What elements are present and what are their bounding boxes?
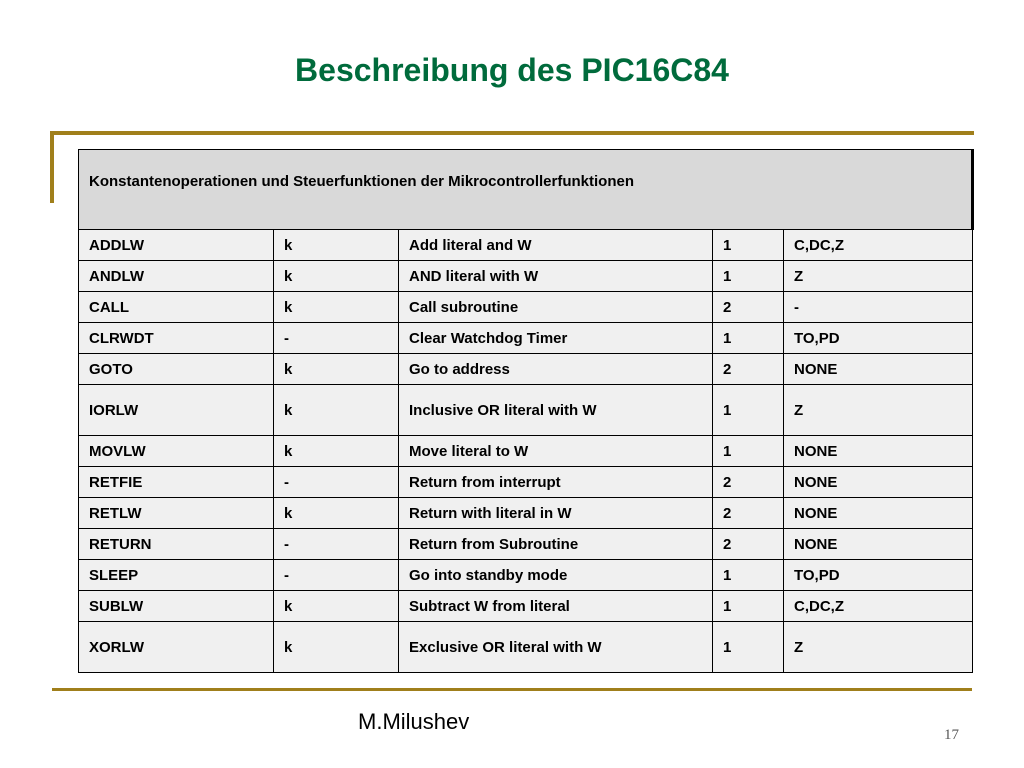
cell-flags: NONE	[784, 436, 973, 467]
cell-mnemonic: RETURN	[79, 529, 274, 560]
cell-cycles: 1	[713, 591, 784, 622]
cell-flags: C,DC,Z	[784, 230, 973, 261]
cell-flags: NONE	[784, 354, 973, 385]
cell-mnemonic: SUBLW	[79, 591, 274, 622]
cell-flags: Z	[784, 385, 973, 436]
cell-description: Call subroutine	[399, 292, 713, 323]
left-divider	[50, 131, 54, 203]
cell-description: Move literal to W	[399, 436, 713, 467]
instruction-table	[78, 149, 974, 673]
cell-operand: k	[274, 498, 399, 529]
table-row	[79, 323, 973, 354]
table-row	[79, 436, 973, 467]
cell-flags: TO,PD	[784, 323, 973, 354]
cell-mnemonic: CALL	[79, 292, 274, 323]
cell-description: Return with literal in W	[399, 498, 713, 529]
cell-description: Inclusive OR literal with W	[399, 385, 713, 436]
table-header-row	[79, 150, 973, 230]
cell-mnemonic: MOVLW	[79, 436, 274, 467]
cell-operand: k	[274, 354, 399, 385]
cell-description: Add literal and W	[399, 230, 713, 261]
cell-mnemonic: IORLW	[79, 385, 274, 436]
cell-flags: NONE	[784, 529, 973, 560]
cell-operand: k	[274, 261, 399, 292]
cell-cycles: 2	[713, 498, 784, 529]
table-row	[79, 467, 973, 498]
cell-operand: k	[274, 622, 399, 673]
instruction-table-body	[79, 150, 973, 673]
cell-description: Clear Watchdog Timer	[399, 323, 713, 354]
cell-cycles: 1	[713, 436, 784, 467]
cell-operand: k	[274, 230, 399, 261]
cell-operand: -	[274, 560, 399, 591]
cell-description: Subtract W from literal	[399, 591, 713, 622]
instruction-table-container	[78, 149, 972, 673]
cell-mnemonic: SLEEP	[79, 560, 274, 591]
cell-flags: NONE	[784, 498, 973, 529]
cell-flags: Z	[784, 622, 973, 673]
cell-mnemonic: ANDLW	[79, 261, 274, 292]
table-row	[79, 230, 973, 261]
cell-operand: k	[274, 591, 399, 622]
cell-cycles: 1	[713, 385, 784, 436]
cell-cycles: 2	[713, 529, 784, 560]
cell-operand: -	[274, 323, 399, 354]
cell-description: Go to address	[399, 354, 713, 385]
cell-cycles: 2	[713, 467, 784, 498]
table-header-cell: Konstantenoperationen und Steuerfunktionen der Mikrocontrollerfunktionen	[79, 150, 973, 230]
cell-flags: -	[784, 292, 973, 323]
cell-flags: Z	[784, 261, 973, 292]
table-row	[79, 622, 973, 673]
cell-description: AND literal with W	[399, 261, 713, 292]
cell-cycles: 1	[713, 323, 784, 354]
slide-title: Beschreibung des PIC16C84	[295, 52, 729, 88]
table-row	[79, 385, 973, 436]
table-row	[79, 591, 973, 622]
cell-cycles: 1	[713, 261, 784, 292]
bottom-divider	[52, 688, 972, 691]
cell-cycles: 1	[713, 560, 784, 591]
cell-description: Return from Subroutine	[399, 529, 713, 560]
table-row	[79, 560, 973, 591]
cell-cycles: 1	[713, 622, 784, 673]
cell-mnemonic: XORLW	[79, 622, 274, 673]
cell-flags: C,DC,Z	[784, 591, 973, 622]
cell-operand: k	[274, 292, 399, 323]
cell-operand: k	[274, 436, 399, 467]
author-name: M.Milushev	[358, 709, 470, 734]
cell-flags: NONE	[784, 467, 973, 498]
table-row	[79, 354, 973, 385]
cell-mnemonic: GOTO	[79, 354, 274, 385]
cell-operand: -	[274, 529, 399, 560]
cell-description: Go into standby mode	[399, 560, 713, 591]
cell-operand: -	[274, 467, 399, 498]
cell-mnemonic: RETFIE	[79, 467, 274, 498]
cell-cycles: 2	[713, 292, 784, 323]
cell-description: Exclusive OR literal with W	[399, 622, 713, 673]
cell-mnemonic: ADDLW	[79, 230, 274, 261]
table-row	[79, 498, 973, 529]
table-row	[79, 529, 973, 560]
cell-mnemonic: CLRWDT	[79, 323, 274, 354]
cell-flags: TO,PD	[784, 560, 973, 591]
table-row	[79, 292, 973, 323]
table-row	[79, 261, 973, 292]
cell-description: Return from interrupt	[399, 467, 713, 498]
cell-cycles: 2	[713, 354, 784, 385]
top-divider	[50, 131, 974, 135]
cell-mnemonic: RETLW	[79, 498, 274, 529]
page-number: 17	[944, 727, 959, 743]
cell-operand: k	[274, 385, 399, 436]
cell-cycles: 1	[713, 230, 784, 261]
